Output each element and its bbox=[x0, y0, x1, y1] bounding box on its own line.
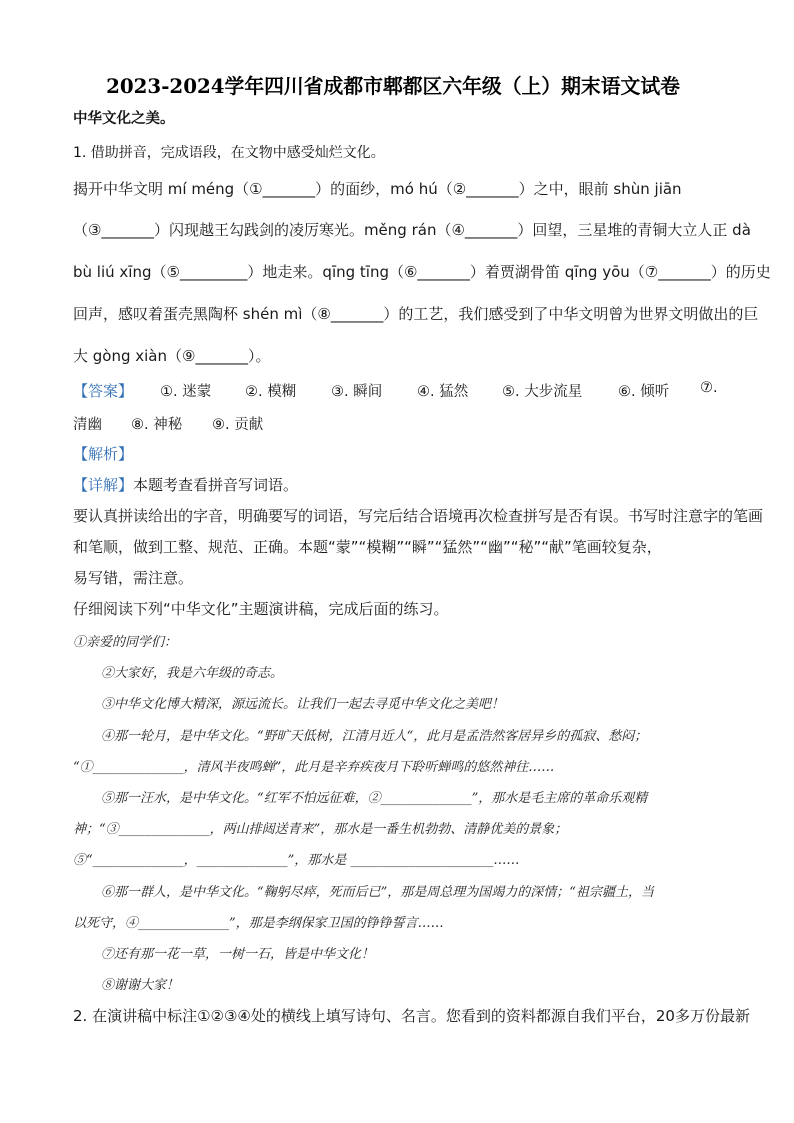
answer-item: ⑧. 神秘 bbox=[131, 417, 183, 433]
speech-line: ②大家好，我是六年级的奇志。 bbox=[101, 666, 284, 681]
speech-line: ⑧谢谢大家！ bbox=[101, 978, 180, 993]
question-1-line: 大 gòng xiàn（⑨_______）。 bbox=[73, 347, 271, 365]
speech-line: 以死守，④______________”，那是李纲保家卫国的铮铮誓言…… bbox=[73, 916, 444, 931]
detail-text: 本题考查看拼音写词语。 bbox=[133, 476, 299, 494]
answer-item: ④. 猛然 bbox=[417, 384, 469, 400]
reading-intro: 仔细阅读下列“中华文化”主题演讲稿，完成后面的练习。 bbox=[73, 600, 449, 618]
page-title: 2023-2024学年四川省成都市郫都区六年级（上）期末语文试卷 bbox=[106, 74, 680, 98]
answer-item: ⑤. 大步流星 bbox=[502, 384, 583, 400]
speech-line: ③中华文化博大精深，源远流长。让我们一起去寻觅中华文化之美吧！ bbox=[101, 697, 505, 712]
speech-line: ⑥那一群人，是中华文化。“鞠躬尽瘁，死而后已”，那是周总理为国竭力的深情；“祖宗疆土，当 bbox=[101, 885, 654, 900]
analysis-label: 【解析】 bbox=[73, 445, 134, 463]
analysis-line: 和笔顺，做到工整、规范、正确。本题“蒙”“模糊”“瞬”“猛然”“幽”“秘”“献”笔画较复杂， bbox=[73, 538, 662, 556]
question-2-stem: 2. 在演讲稿中标注①②③④处的横线上填写诗句、名言。您看到的资料都源自我们平台，20多万份最新 bbox=[73, 1007, 750, 1025]
answer-item: ①. 迷蒙 bbox=[160, 384, 212, 400]
analysis-line: 易写错，需注意。 bbox=[73, 569, 194, 587]
speech-line: ⑤“______________，______________”，那水是 ______________________…… bbox=[73, 853, 520, 868]
answer-label: 【答案】 bbox=[73, 382, 134, 400]
answer-item: ②. 模糊 bbox=[245, 384, 297, 400]
answer-item: ⑨. 贡献 bbox=[212, 417, 264, 433]
question-1-stem: 1. 借助拼音，完成语段，在文物中感受灿烂文化。 bbox=[73, 145, 385, 161]
speech-line: 神；“③______________，两山排闼送青来”，那水是一番生机勃勃、清静优美的景象； bbox=[73, 822, 568, 837]
question-1-line: 回声，感叹着蛋壳黑陶杯 shén mì（⑧_______）的工艺，我们感受到了中华文明曾为世界文明做出的巨 bbox=[73, 305, 759, 323]
answer-item: 清幽 bbox=[73, 417, 102, 433]
question-1-line: bù liú xīng（⑤_________）地走来。qīng tīng（⑥_______）着贾湖骨笛 qīng yōu（⑦_______）的历史 bbox=[73, 263, 771, 281]
detail-line bbox=[73, 474, 298, 495]
speech-line: ⑤那一汪水，是中华文化。“红军不怕远征难，②______________”，那水是毛主席的革命乐观精 bbox=[101, 791, 648, 806]
analysis-line: 要认真拼读给出的字音，明确要写的词语，写完后结合语境再次检查拼写是否有误。书写时注意字的笔画 bbox=[73, 507, 764, 525]
detail-label: 【详解】 bbox=[73, 476, 134, 494]
answer-item: ⑦. bbox=[700, 380, 718, 396]
speech-line: “①______________，清风半夜鸣蝉”，此月是辛弃疾夜月下聆听蝉鸣的悠然神往…… bbox=[73, 760, 555, 775]
answer-item: ③. 瞬间 bbox=[331, 384, 383, 400]
speech-line: ①亲爱的同学们： bbox=[73, 635, 178, 650]
section-heading: 中华文化之美。 bbox=[73, 111, 175, 127]
speech-line: ④那一轮月，是中华文化。“野旷天低树，江清月近人“，此月是孟浩然客居异乡的孤寂、愁闷； bbox=[101, 729, 648, 744]
speech-line: ⑦还有那一花一草，一树一石，皆是中华文化！ bbox=[101, 947, 375, 962]
question-1-line: （③_______）闪现越王勾践剑的凌厉寒光。měng rán（④_______）回望，三星堆的青铜大立人正 dà bbox=[73, 221, 751, 239]
answer-item: ⑥. 倾听 bbox=[618, 384, 670, 400]
question-1-line: 揭开中华文明 mí méng（①_______）的面纱，mó hú（②_______）之中，眼前 shùn jiān bbox=[73, 180, 682, 198]
